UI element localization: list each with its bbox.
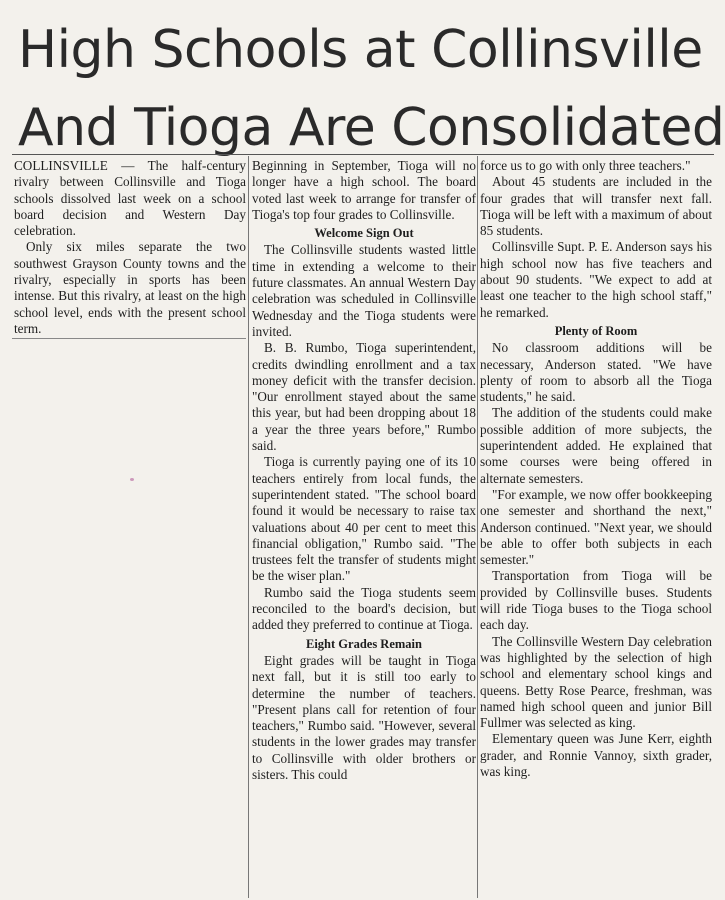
paragraph: COLLINSVILLE — The half-century rivalry between Collinsville and Tioga schools dissolved last week on a school board decision and Western Day celebration.: [14, 158, 246, 239]
paragraph: About 45 students are included in the four grades that will transfer next fall. Tioga will be left with a maximum of about 85 students.: [480, 174, 712, 239]
subhead: Eight Grades Remain: [306, 636, 422, 651]
paragraph: Collinsville Supt. P. E. Anderson says his high school now has five teachers and about 90 students. "We expect to add at least one teacher to the high school staff," he remarked.: [480, 239, 712, 320]
paragraph: Elementary queen was June Kerr, eighth grader, and Ronnie Vannoy, sixth grader, was king.: [480, 731, 712, 779]
headline-line-1: High Schools at Collinsville: [18, 20, 703, 80]
headline-line-2: And Tioga Are Consolidated: [18, 98, 725, 158]
column-3: [480, 158, 712, 780]
column-2: [252, 158, 476, 783]
paragraph: Transportation from Tioga will be provided by Collinsville buses. Students will ride Tioga buses to the Tioga school each day.: [480, 568, 712, 633]
paragraph: Tioga is currently paying one of its 10 teachers entirely from local funds, the superintendent stated. "The school board found it would be necessary to raise tax valuations about 40 per cent to meet this financial obligation," Rumbo said. "The trustees felt the transfer of students might be the wiser plan.": [252, 454, 476, 584]
paragraph: force us to go with only three teachers.": [480, 158, 691, 173]
paragraph: The Collinsville Western Day celebration was highlighted by the selection of high school and elementary school kings and queens. Betty Rose Pearce, freshman, was named high school queen and junior Bill Fullmer was selected as king.: [480, 633, 712, 731]
subhead: Plenty of Room: [554, 323, 638, 338]
paragraph: The Collinsville students wasted little time in extending a welcome to their future classmates. An annual Western Day celebration was scheduled in Collinsville Wednesday and the Tioga students were invited.: [252, 242, 476, 339]
subhead: Welcome Sign Out: [314, 226, 414, 241]
paragraph: "For example, we now offer bookkeeping one semester and shorthand the next," Anderson continued. "Next year, we should be able to offer both subjects in each semester.": [480, 486, 712, 568]
column-divider-2: [477, 156, 478, 898]
paragraph: Rumbo said the Tioga students seem reconciled to the board's decision, but added they preferred to continue at Tioga.: [252, 584, 476, 633]
column-1: [14, 158, 246, 337]
paragraph: No classroom additions will be necessary, Anderson stated. "We have plenty of room to absorb all the Tioga students," he said.: [480, 340, 712, 405]
paragraph: Only six miles separate the two southwest Grayson County towns and the rivalry, especially in sports has been intense. But this rivalry, at least on the high school level, ends with the present school term.: [14, 239, 246, 336]
headline-rule: [12, 154, 714, 155]
column-1-end-rule: [12, 338, 246, 339]
paper-speck: [130, 478, 134, 481]
paragraph: The addition of the students could make possible addition of more subjects, the superintendent added. He explained that some courses were being offered in alternate semesters.: [480, 405, 712, 486]
paragraph: Beginning in September, Tioga will no longer have a high school. The board voted last week to arrange for transfer of Tioga's top four grades to Collinsville.: [252, 158, 476, 222]
column-divider-1: [248, 156, 249, 898]
paragraph: Eight grades will be taught in Tioga next fall, but it is still too early to determine the number of teachers. "Present plans call for retention of four teachers," Rumbo said. "However, several students in the lower grades may transfer to Collinsville with older brothers or sisters. This could: [252, 652, 476, 782]
paragraph: B. B. Rumbo, Tioga superintendent, credits dwindling enrollment and a tax money deficit with the transfer decision. "Our enrollment stayed about the same this year, but had been dropping about 18 a year the three years before," Rumbo said.: [252, 340, 476, 454]
